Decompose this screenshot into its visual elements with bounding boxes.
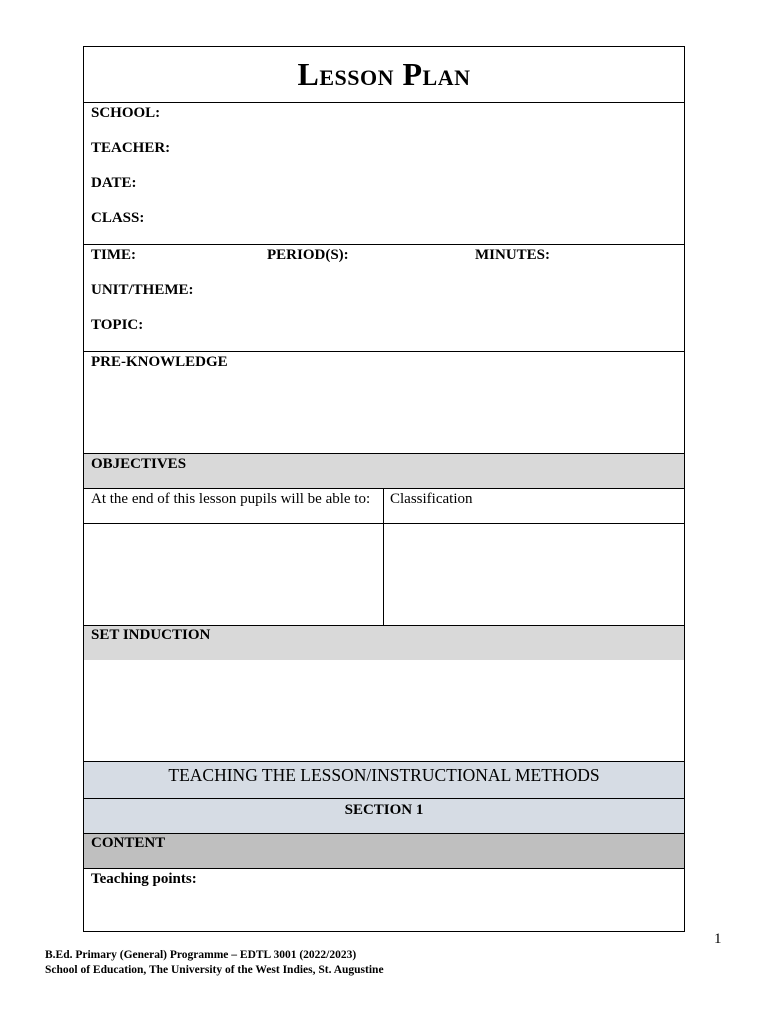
objectives-heading-row bbox=[84, 453, 684, 488]
objectives-left-header-cell bbox=[84, 489, 384, 523]
content-row bbox=[84, 833, 684, 868]
pre-knowledge-label: PRE-KNOWLEDGE bbox=[91, 354, 228, 370]
page-title: Lesson Plan bbox=[297, 56, 471, 92]
classification-header: Classification bbox=[390, 491, 473, 507]
minutes-label: MINUTES: bbox=[475, 247, 551, 263]
topic-label: TOPIC: bbox=[91, 317, 144, 333]
school-info-section bbox=[84, 102, 684, 244]
time-info-section bbox=[84, 244, 684, 351]
set-induction-section bbox=[84, 625, 684, 761]
set-induction-band bbox=[84, 626, 684, 660]
unit-theme-label: UNIT/THEME: bbox=[91, 282, 194, 298]
teaching-points-label: Teaching points: bbox=[91, 871, 197, 887]
footer bbox=[45, 948, 384, 978]
periods-label: PERIOD(S): bbox=[267, 247, 349, 263]
teacher-label: TEACHER: bbox=[91, 140, 171, 156]
set-induction-heading: SET INDUCTION bbox=[91, 627, 211, 643]
date-label: DATE: bbox=[91, 175, 137, 191]
objectives-left-header: At the end of this lesson pupils will be able to: bbox=[91, 491, 371, 507]
class-label: CLASS: bbox=[91, 210, 145, 226]
section-heading: SECTION 1 bbox=[344, 802, 424, 818]
section-row bbox=[84, 798, 684, 833]
objectives-columns-row bbox=[84, 488, 684, 523]
objectives-heading: OBJECTIVES bbox=[91, 456, 187, 472]
objectives-body-row bbox=[84, 523, 684, 625]
footer-line-1: B.Ed. Primary (General) Programme – EDTL 3001 (2022/2023) bbox=[45, 949, 357, 961]
teaching-heading-row bbox=[84, 761, 684, 798]
title-row bbox=[84, 47, 684, 102]
time-label: TIME: bbox=[91, 247, 136, 263]
teaching-points-row bbox=[84, 868, 684, 931]
page-number: 1 bbox=[714, 931, 722, 947]
teaching-heading: TEACHING THE LESSON/INSTRUCTIONAL METHODS bbox=[168, 765, 600, 785]
objectives-right-body bbox=[384, 524, 684, 625]
content-heading: CONTENT bbox=[91, 835, 166, 851]
lesson-plan-form bbox=[83, 46, 685, 932]
footer-line-2: School of Education, The University of the West Indies, St. Augustine bbox=[45, 964, 384, 976]
pre-knowledge-section bbox=[84, 351, 684, 453]
school-label: SCHOOL: bbox=[91, 105, 161, 121]
objectives-right-header-cell bbox=[384, 489, 684, 523]
objectives-left-body bbox=[84, 524, 384, 625]
